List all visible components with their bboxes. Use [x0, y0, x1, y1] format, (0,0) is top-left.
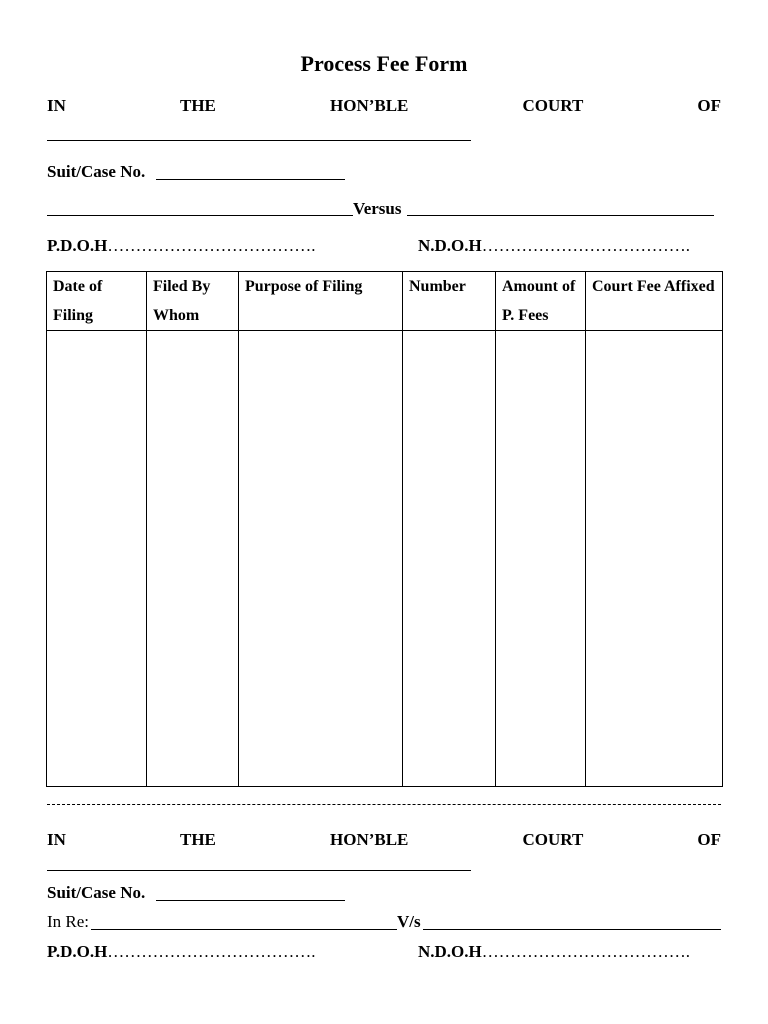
lower-court-word-in: IN	[47, 830, 66, 849]
lower-suit-case-label: Suit/Case No.	[47, 883, 146, 902]
ndoh-row	[418, 236, 690, 256]
lower-ndoh-label: N.D.O.H	[418, 942, 482, 961]
lower-court-header-row	[47, 830, 721, 850]
in-re-line[interactable]	[91, 929, 397, 930]
petitioner-line[interactable]	[47, 215, 353, 216]
form-title: Process Fee Form	[300, 51, 468, 76]
cut-line-divider	[47, 804, 721, 805]
lower-court-word-of: OF	[697, 830, 721, 849]
court-header-row	[47, 96, 721, 116]
lower-ndoh-row	[418, 942, 690, 962]
lower-court-word-court: COURT	[522, 830, 584, 849]
table-row	[47, 331, 723, 787]
cell-number[interactable]	[403, 331, 496, 787]
cell-filed-by-whom[interactable]	[147, 331, 239, 787]
vs-label: V/s	[397, 912, 421, 931]
court-name-line[interactable]	[47, 140, 471, 141]
header-number: Number	[403, 272, 496, 331]
process-fee-table	[46, 271, 723, 787]
lower-pdoh-dots[interactable]: ……………………………….	[107, 942, 316, 961]
header-purpose-of-filing: Purpose of Filing	[239, 272, 403, 331]
header-court-fee-affixed: Court Fee Affixed	[586, 272, 723, 331]
pdoh-row	[47, 236, 316, 256]
court-word-honble: HON’BLE	[330, 96, 409, 115]
court-word-court: COURT	[522, 96, 584, 115]
lower-court-word-the: THE	[180, 830, 216, 849]
lower-ndoh-dots[interactable]: ……………………………….	[481, 942, 690, 961]
header-filed-by-whom: Filed By Whom	[147, 272, 239, 331]
table-header-row	[47, 272, 723, 331]
pdoh-label: P.D.O.H	[47, 236, 108, 255]
header-amount-of-p-fees: Amount of P. Fees	[496, 272, 586, 331]
suit-case-label: Suit/Case No.	[47, 162, 146, 181]
respondent-line[interactable]	[407, 215, 714, 216]
cell-amount-of-p-fees[interactable]	[496, 331, 586, 787]
header-date-of-filing: Date of Filing	[47, 272, 147, 331]
ndoh-label: N.D.O.H	[418, 236, 482, 255]
lower-court-word-honble: HON’BLE	[330, 830, 409, 849]
court-word-in: IN	[47, 96, 66, 115]
lower-court-name-line[interactable]	[47, 870, 471, 871]
pdoh-dots[interactable]: ……………………………….	[107, 236, 316, 255]
vs-line[interactable]	[423, 929, 721, 930]
lower-pdoh-label: P.D.O.H	[47, 942, 108, 961]
versus-label: Versus	[353, 199, 402, 218]
cell-date-of-filing[interactable]	[47, 331, 147, 787]
in-re-label: In Re:	[47, 912, 90, 931]
cell-purpose-of-filing[interactable]	[239, 331, 403, 787]
lower-suit-case-line[interactable]	[156, 900, 345, 901]
court-word-the: THE	[180, 96, 216, 115]
suit-case-line[interactable]	[156, 179, 345, 180]
ndoh-dots[interactable]: ……………………………….	[481, 236, 690, 255]
lower-pdoh-row	[47, 942, 316, 962]
court-word-of: OF	[697, 96, 721, 115]
cell-court-fee-affixed[interactable]	[586, 331, 723, 787]
